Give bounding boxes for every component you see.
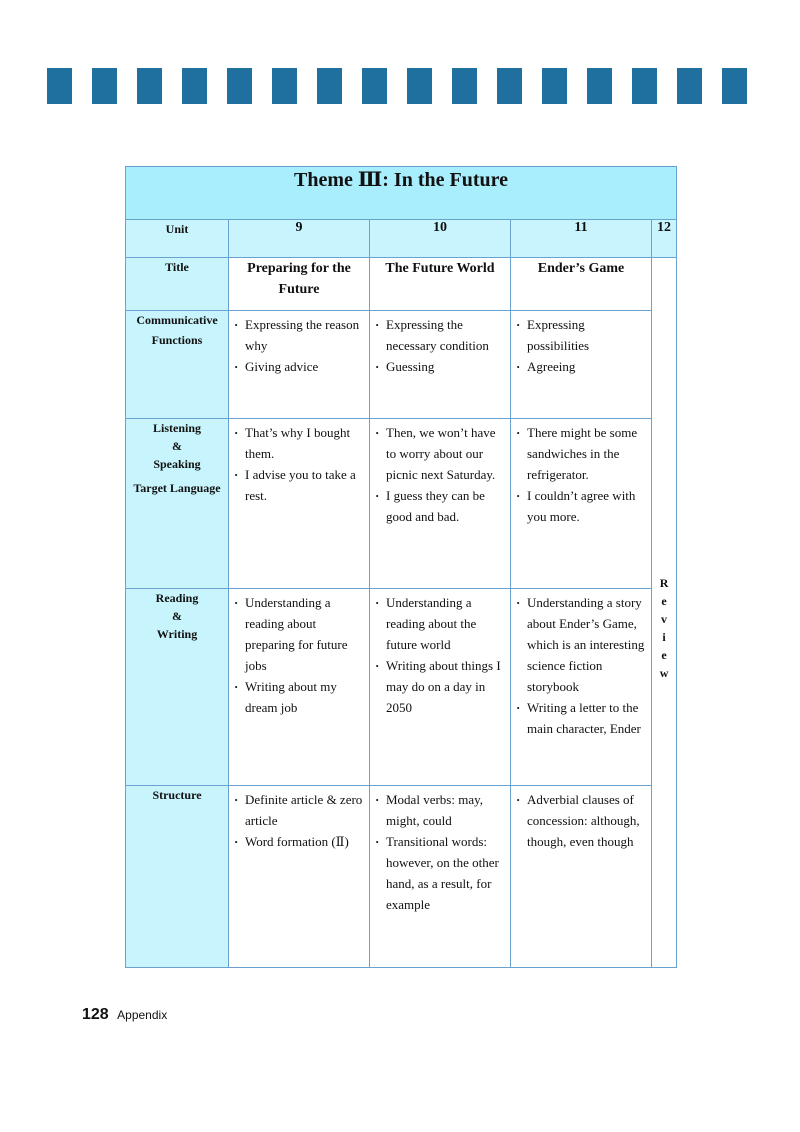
decor-square [722,68,747,104]
list-item: · Writing about things I may do on a day in 2050 [374,655,508,718]
unit-number: 9 [229,220,370,258]
title-row [126,258,677,311]
list-item: · Modal verbs: may, might, could [374,789,508,831]
list-item: · Understanding a reading about the future world [374,592,508,655]
structure-label: Structure [126,786,229,968]
unit-title: Preparing for the Future [229,258,370,311]
decor-square [362,68,387,104]
unit-title: Ender’s Game [511,258,652,311]
decor-square [182,68,207,104]
list-item: · I guess they can be good and bad. [374,485,508,527]
page-footer [82,1006,167,1024]
unit-title: The Future World [370,258,511,311]
list-item: · Understanding a reading about preparing for future jobs [233,592,367,676]
label-line: Reading [155,591,199,605]
label-line: Target Language [133,481,221,495]
communicative-row [126,311,677,419]
listening-row [126,419,677,589]
unit-number: 11 [511,220,652,258]
listening-cell [511,419,652,589]
decor-square [137,68,162,104]
syllabus-table [125,166,677,968]
list-item: · Agreeing [515,356,649,377]
decor-square [92,68,117,104]
label-line: & [172,439,182,453]
list-item: · I couldn’t agree with you more. [515,485,649,527]
decor-square [632,68,657,104]
list-item: · Writing about my dream job [233,676,367,718]
decor-square [452,68,477,104]
label-line: & [172,609,182,623]
list-item: · Giving advice [233,356,367,377]
theme-title: Theme Ⅲ: In the Future [126,167,677,220]
reading-label [126,589,229,786]
decor-square [497,68,522,104]
reading-cell [229,589,370,786]
reading-row [126,589,677,786]
communicative-label [126,311,229,419]
structure-cell [511,786,652,968]
list-item: · There might be some sandwiches in the refrigerator. [515,422,649,485]
list-item: · Understanding a story about Ender’s Game, which is an interesting science fiction storybook [515,592,649,697]
decor-square [677,68,702,104]
reading-cell [370,589,511,786]
list-item: · Adverbial clauses of concession: although, though, even though [515,789,649,852]
list-item: · I advise you to take a rest. [233,464,367,506]
decor-square [272,68,297,104]
decor-square [317,68,342,104]
structure-cell [229,786,370,968]
structure-row [126,786,677,968]
review-column [652,258,677,968]
list-item: · Writing a letter to the main character, Ender [515,697,649,739]
unit-number: 10 [370,220,511,258]
label-line: Speaking [153,457,201,471]
list-item: · That’s why I bought them. [233,422,367,464]
unit-number-review: 12 [652,220,677,258]
communicative-cell [229,311,370,419]
list-item: · Definite article & zero article [233,789,367,831]
review-label: Review [657,576,672,684]
list-item: · Expressing possibilities [515,314,649,356]
label-line: Writing [156,627,198,641]
unit-label: Unit [126,220,229,258]
structure-cell [370,786,511,968]
listening-label [126,419,229,589]
reading-cell [511,589,652,786]
page-label: Appendix [117,1008,168,1022]
list-item: · Guessing [374,356,508,377]
list-item: · Then, we won’t have to worry about our picnic next Saturday. [374,422,508,485]
decor-square [47,68,72,104]
label-line: Communicative [136,313,218,327]
label-line: Functions [151,333,203,347]
page-number: 128 [82,1006,109,1023]
listening-cell [370,419,511,589]
list-item: · Expressing the reason why [233,314,367,356]
decor-square [587,68,612,104]
label-line: Listening [152,421,201,435]
communicative-cell [370,311,511,419]
list-item: · Transitional words: however, on the other hand, as a result, for example [374,831,508,915]
header-decoration [47,68,747,104]
theme-row [126,167,677,220]
title-label: Title [126,258,229,311]
list-item: · Word formation (Ⅱ) [233,831,367,852]
list-item: · Expressing the necessary condition [374,314,508,356]
unit-row [126,220,677,258]
decor-square [542,68,567,104]
decor-square [227,68,252,104]
decor-square [407,68,432,104]
listening-cell [229,419,370,589]
communicative-cell [511,311,652,419]
